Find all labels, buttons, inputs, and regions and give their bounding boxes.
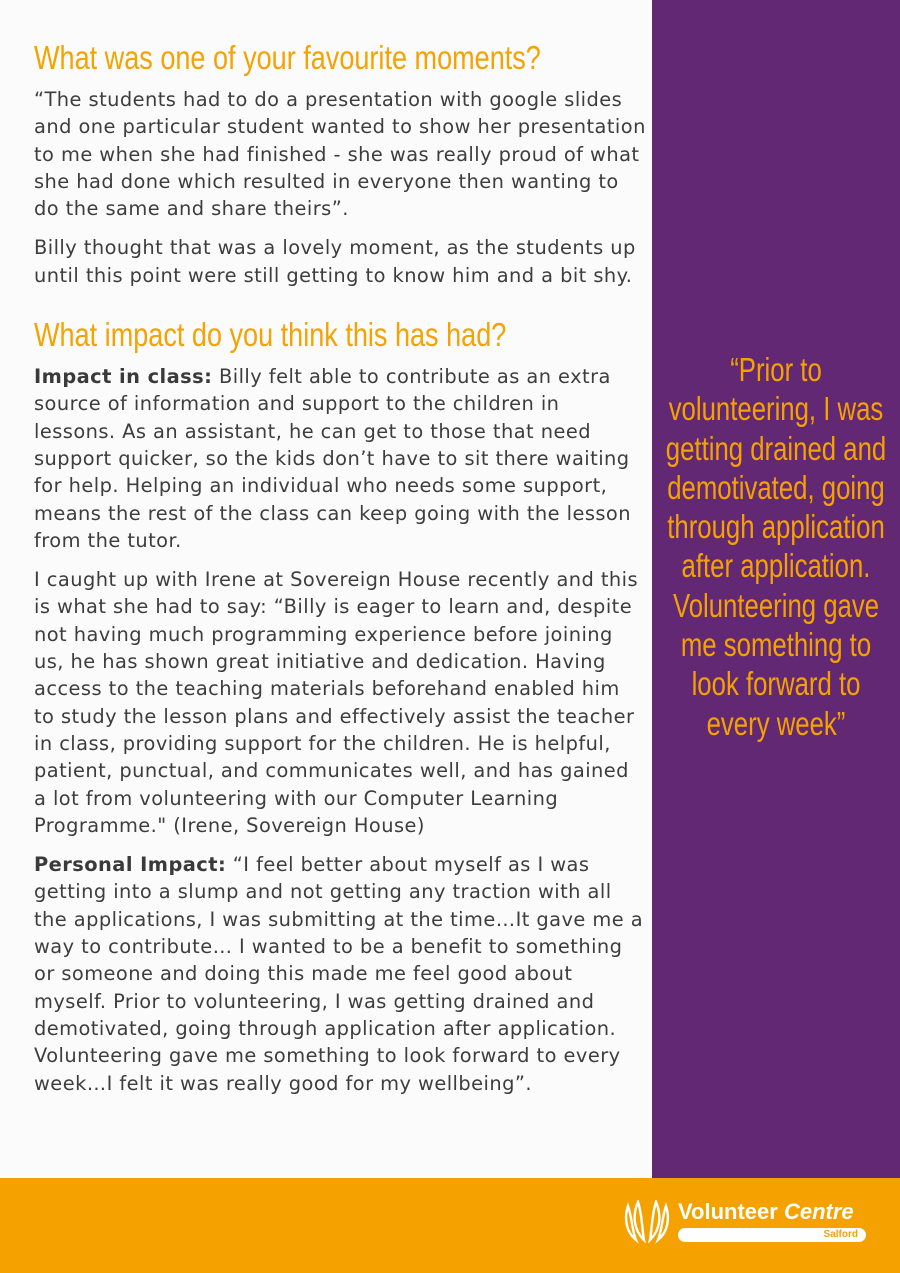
personal-impact-label: Personal Impact: xyxy=(34,853,227,877)
impact-in-class-text: Billy felt able to contribute as an extra source of information and support to the children in lessons. As an assistant, he can get to those that need support quicker, so the kids don’t have to sit there waiting for help. Helping an individual who needs some support, means the rest of the class can keep going with the lesson from the tutor. xyxy=(34,365,631,552)
volunteer-centre-logo xyxy=(622,1198,872,1248)
logo-wordmark xyxy=(678,1198,854,1226)
logo-word-centre: Centre xyxy=(783,1199,854,1224)
favourite-moment-followup: Billy thought that was a lovely moment, as the students up until this point were still getting to know him and a bit shy. xyxy=(34,236,636,287)
pull-quote xyxy=(652,350,900,743)
logo-subtitle: Salford xyxy=(823,1229,858,1240)
leaf-hands-icon xyxy=(622,1200,672,1244)
impact-in-class-label: Impact in class: xyxy=(34,365,213,389)
heading-impact: What impact do you think this has had? xyxy=(34,316,507,354)
irene-testimonial: I caught up with Irene at Sovereign House recently and this is what she had to say: “Billy is eager to learn and, despite not having much programming experience before joining us, he has shown great initiative and dedication. Having access to the teaching materials beforehand enabled him to study the lesson plans and effectively assist the teacher in class, providing support for the children. He is helpful, patient, punctual, and communicates well, and has gained a lot from volunteering with our Computer Learning Programme." (Irene, Sovereign House) xyxy=(34,568,639,837)
impact-in-class-paragraph xyxy=(34,363,646,554)
pull-quote-text: “Prior to volunteering, I was getting drained and demotivated, going through application after application. Volunteering gave me something to look forward to every week” xyxy=(665,351,887,742)
article-body xyxy=(34,38,646,1109)
heading-favourite-moments: What was one of your favourite moments? xyxy=(34,39,541,76)
personal-impact-paragraph xyxy=(34,851,646,1097)
favourite-moment-quote: “The students had to do a presentation with google slides and one particular student wanted to show her presentation to me when she had finished - she was really proud of what she had done which resulted in everyone then wanting to do the same and share theirs”. xyxy=(34,88,646,221)
personal-impact-text: “I feel better about myself as I was getting into a slump and not getting any traction with all the applications, I was submitting at the time…It gave me a way to contribute… I wanted to be a benefit to something or someone and doing this made me feel good about myself. Prior to volunteering, I was getting drained and demotivated, going through application after application. Volunteering gave me something to look forward to every week…I felt it was really good for my wellbeing”. xyxy=(34,853,644,1095)
sidebar xyxy=(652,0,900,1178)
logo-word-volunteer: Volunteer xyxy=(678,1199,778,1224)
logo-subtitle-bar xyxy=(678,1228,866,1242)
